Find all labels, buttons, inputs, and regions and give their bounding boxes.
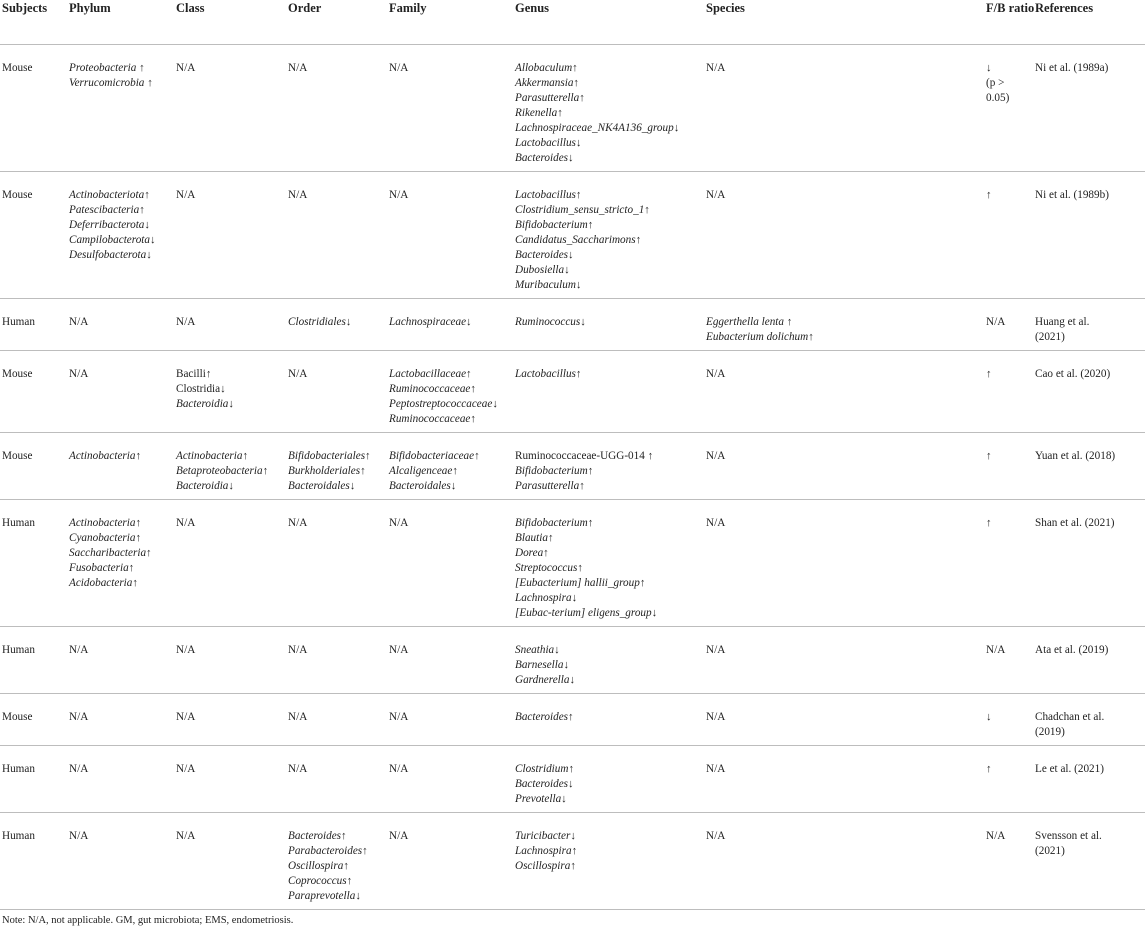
family-cell	[389, 813, 515, 910]
species-cell	[706, 172, 986, 299]
order-cell	[288, 813, 389, 910]
taxon-entry: Ruminococcaceae↑	[389, 383, 476, 395]
header-subjects: Subjects	[2, 1, 48, 15]
taxon-entry: Lactobacillus↓	[515, 137, 582, 149]
reference-cell	[1035, 299, 1145, 351]
fb-ratio-cell	[986, 746, 1035, 813]
taxon-entry: N/A	[706, 830, 726, 842]
taxon-entry: Gardnerella↓	[515, 674, 576, 686]
taxon-entry: Actinobacteria↑	[69, 450, 142, 462]
header-row	[0, 0, 1145, 45]
cell-line: (2021)	[1035, 845, 1065, 857]
class-cell	[176, 299, 288, 351]
genus-cell	[515, 351, 706, 433]
phylum-cell	[69, 351, 176, 433]
class-cell	[176, 433, 288, 500]
taxon-entry: Bacteroidales↓	[389, 480, 457, 492]
table-row	[0, 433, 1145, 500]
reference-cell	[1035, 813, 1145, 910]
family-cell	[389, 45, 515, 172]
taxon-entry: [Eubacterium] hallii_group↑	[515, 577, 646, 589]
taxon-entry: Lachnospira↓	[515, 592, 578, 604]
order-cell	[288, 627, 389, 694]
taxon-entry: Proteobacteria ↑	[69, 62, 145, 74]
taxon-entry: N/A	[176, 189, 196, 201]
taxon-entry: N/A	[288, 763, 308, 775]
cell-text: Human	[2, 763, 35, 775]
phylum-cell	[69, 433, 176, 500]
taxon-entry: Acidobacteria↑	[69, 577, 138, 589]
taxon-entry: Parabacteroides↑	[288, 845, 368, 857]
cell-line: ↓	[986, 711, 992, 723]
family-cell	[389, 746, 515, 813]
taxon-entry: Paraprevotella↓	[288, 890, 361, 902]
taxon-entry: N/A	[288, 644, 308, 656]
taxon-entry: N/A	[389, 189, 409, 201]
taxon-entry: Lachnospiraceae↓	[389, 316, 472, 328]
cell-line: ↑	[986, 368, 992, 380]
order-cell	[288, 299, 389, 351]
reference-cell	[1035, 500, 1145, 627]
header-species: Species	[706, 1, 745, 15]
reference-cell	[1035, 172, 1145, 299]
phylum-cell	[69, 500, 176, 627]
taxon-entry: Saccharibacteria↑	[69, 547, 152, 559]
taxon-entry: Desulfobacterota↓	[69, 249, 152, 261]
taxon-entry: Cyanobacteria↑	[69, 532, 142, 544]
cell-line: Ni et al. (1989b)	[1035, 189, 1109, 201]
species-cell	[706, 433, 986, 500]
family-cell	[389, 351, 515, 433]
taxon-entry: N/A	[288, 62, 308, 74]
cell-text: Human	[2, 644, 35, 656]
cell-line: Chadchan et al.	[1035, 711, 1105, 723]
taxon-entry: Blautia↑	[515, 532, 554, 544]
taxon-entry: Parasutterella↑	[515, 480, 585, 492]
cell-line: (2019)	[1035, 726, 1065, 738]
taxon-entry: Actinobacteriota↑	[69, 189, 150, 201]
family-cell	[389, 694, 515, 746]
fb-ratio-cell	[986, 500, 1035, 627]
taxon-entry: Actinobacteria↑	[176, 450, 249, 462]
phylum-cell	[69, 627, 176, 694]
species-cell	[706, 45, 986, 172]
taxon-entry: N/A	[288, 368, 308, 380]
cell-line: N/A	[986, 830, 1006, 842]
reference-cell	[1035, 433, 1145, 500]
family-cell	[389, 172, 515, 299]
order-cell	[288, 351, 389, 433]
class-cell	[176, 172, 288, 299]
taxon-entry: N/A	[706, 189, 726, 201]
phylum-cell	[69, 172, 176, 299]
taxon-entry: Verrucomicrobia ↑	[69, 77, 153, 89]
taxon-entry: N/A	[69, 644, 89, 656]
taxon-entry: Lactobacillaceae↑	[389, 368, 472, 380]
cell-line: ↑	[986, 189, 992, 201]
class-cell	[176, 627, 288, 694]
class-cell	[176, 694, 288, 746]
taxon-entry: N/A	[288, 189, 308, 201]
taxon-entry: N/A	[389, 763, 409, 775]
class-cell	[176, 500, 288, 627]
header-class: Class	[176, 1, 205, 15]
phylum-cell	[69, 45, 176, 172]
taxon-entry: N/A	[706, 711, 726, 723]
fb-ratio-cell	[986, 351, 1035, 433]
taxon-entry: N/A	[389, 830, 409, 842]
table-row	[0, 172, 1145, 299]
table-row	[0, 500, 1145, 627]
taxon-entry: N/A	[288, 517, 308, 529]
phylum-cell	[69, 813, 176, 910]
order-cell	[288, 500, 389, 627]
taxon-entry: Clostridiales↓	[288, 316, 352, 328]
taxon-entry: Coprococcus↑	[288, 875, 353, 887]
table-body	[0, 45, 1145, 910]
cell-text: Human	[2, 517, 35, 529]
taxon-entry: Peptostreptococcaceae↓	[389, 398, 498, 410]
phylum-cell	[69, 299, 176, 351]
taxon-entry: Bacteroidia↓	[176, 480, 234, 492]
taxon-entry: N/A	[389, 517, 409, 529]
class-cell	[176, 351, 288, 433]
cell-line: (2021)	[1035, 331, 1065, 343]
taxon-entry: N/A	[176, 644, 196, 656]
table-row	[0, 45, 1145, 172]
cell-line: N/A	[986, 316, 1006, 328]
taxon-entry: N/A	[389, 62, 409, 74]
species-cell	[706, 746, 986, 813]
taxon-entry: Alcaligenceae↑	[389, 465, 458, 477]
taxon-entry: Candidatus_Saccharimons↑	[515, 234, 642, 246]
taxon-entry: Sneathia↓	[515, 644, 560, 656]
taxon-entry: Lachnospira↑	[515, 845, 578, 857]
subjects-cell	[0, 694, 69, 746]
cell-text: Human	[2, 316, 35, 328]
taxon-entry: Bacteroides↓	[515, 152, 574, 164]
cell-line: Ni et al. (1989a)	[1035, 62, 1109, 74]
taxon-entry: Turicibacter↓	[515, 830, 576, 842]
taxon-entry: Barnesella↓	[515, 659, 570, 671]
taxon-entry: Dorea↑	[515, 547, 549, 559]
taxon-entry: Bacteroides↓	[515, 249, 574, 261]
family-cell	[389, 500, 515, 627]
taxon-entry: Clostridium↑	[515, 763, 575, 775]
cell-line: Cao et al. (2020)	[1035, 368, 1111, 380]
taxon-entry: Bifidobacterium↑	[515, 517, 594, 529]
taxon-entry: Allobaculum↑	[515, 62, 578, 74]
order-cell	[288, 172, 389, 299]
species-cell	[706, 694, 986, 746]
fb-ratio-cell	[986, 172, 1035, 299]
cell-text: Mouse	[2, 189, 33, 201]
genus-cell	[515, 299, 706, 351]
reference-cell	[1035, 45, 1145, 172]
cell-line: ↓	[986, 62, 992, 74]
header-order: Order	[288, 1, 322, 15]
genus-cell	[515, 433, 706, 500]
taxon-entry: N/A	[706, 62, 726, 74]
header-references: References	[1035, 1, 1094, 15]
family-cell	[389, 627, 515, 694]
table-row	[0, 299, 1145, 351]
cell-text: Mouse	[2, 450, 33, 462]
cell-line: ↑	[986, 763, 992, 775]
subjects-cell	[0, 172, 69, 299]
family-cell	[389, 299, 515, 351]
taxon-entry: Bifidobacterium↑	[515, 465, 594, 477]
taxon-entry: Bifidobacterium↑	[515, 219, 594, 231]
cell-line: Le et al. (2021)	[1035, 763, 1104, 775]
cell-line: Svensson et al.	[1035, 830, 1102, 842]
order-cell	[288, 433, 389, 500]
taxon-entry: Patescibacteria↑	[69, 204, 145, 216]
taxon-entry: N/A	[176, 763, 196, 775]
table-note: Note: N/A, not applicable. GM, gut microbiota; EMS, endometriosis.	[2, 915, 294, 926]
taxon-entry: Bacilli↑	[176, 368, 212, 380]
taxon-entry: Streptococcus↑	[515, 562, 583, 574]
taxon-entry: N/A	[69, 316, 89, 328]
taxon-entry: Clostridia↓	[176, 383, 226, 395]
header-phylum: Phylum	[69, 1, 111, 15]
cell-line: Yuan et al. (2018)	[1035, 450, 1116, 462]
fb-ratio-cell	[986, 813, 1035, 910]
subjects-cell	[0, 433, 69, 500]
table-row	[0, 351, 1145, 433]
genus-cell	[515, 45, 706, 172]
taxon-entry: N/A	[176, 517, 196, 529]
taxon-entry: Rikenella↑	[515, 107, 563, 119]
order-cell	[288, 45, 389, 172]
taxon-entry: Ruminococcaceae↑	[389, 413, 476, 425]
taxon-entry: Bifidobacteriales↑	[288, 450, 371, 462]
taxon-entry: Ruminococcaceae-UGG-014 ↑	[515, 450, 654, 462]
taxon-entry: Akkermansia↑	[515, 77, 580, 89]
taxon-entry: N/A	[288, 711, 308, 723]
cell-line: Ata et al. (2019)	[1035, 644, 1109, 656]
cell-line: ↑	[986, 517, 992, 529]
reference-cell	[1035, 627, 1145, 694]
species-cell	[706, 500, 986, 627]
taxon-entry: Muribaculum↓	[515, 279, 582, 291]
species-cell	[706, 351, 986, 433]
cell-text: Mouse	[2, 711, 33, 723]
subjects-cell	[0, 299, 69, 351]
taxon-entry: Lactobacillus↑	[515, 368, 582, 380]
taxon-entry: Bifidobacteriaceae↑	[389, 450, 480, 462]
taxon-entry: Bacteroides↑	[288, 830, 347, 842]
genus-cell	[515, 627, 706, 694]
cell-line: (p >	[986, 77, 1005, 89]
taxon-entry: Fusobacteria↑	[69, 562, 135, 574]
taxon-entry: Deferribacterota↓	[69, 219, 150, 231]
taxon-entry: Bacteroides↓	[515, 778, 574, 790]
taxon-entry: Actinobacteria↑	[69, 517, 142, 529]
species-cell	[706, 813, 986, 910]
taxon-entry: N/A	[706, 368, 726, 380]
taxon-entry: Lactobacillus↑	[515, 189, 582, 201]
reference-cell	[1035, 746, 1145, 813]
taxon-entry: N/A	[176, 711, 196, 723]
header-fb-ratio: F/B ratio	[986, 1, 1035, 15]
genus-cell	[515, 746, 706, 813]
taxon-entry: Oscillospira↑	[288, 860, 349, 872]
taxon-entry: Bacteroidales↓	[288, 480, 356, 492]
order-cell	[288, 746, 389, 813]
taxon-entry: N/A	[176, 830, 196, 842]
taxon-entry: N/A	[69, 711, 89, 723]
phylum-cell	[69, 746, 176, 813]
species-cell	[706, 627, 986, 694]
cell-text: Mouse	[2, 368, 33, 380]
subjects-cell	[0, 500, 69, 627]
taxon-entry: N/A	[69, 368, 89, 380]
taxon-entry: N/A	[706, 517, 726, 529]
cell-line: Huang et al.	[1035, 316, 1090, 328]
taxon-entry: Parasutterella↑	[515, 92, 585, 104]
taxon-entry: Lachnospiraceae_NK4A136_group↓	[515, 122, 680, 134]
fb-ratio-cell	[986, 45, 1035, 172]
fb-ratio-cell	[986, 694, 1035, 746]
order-cell	[288, 694, 389, 746]
genus-cell	[515, 813, 706, 910]
reference-cell	[1035, 694, 1145, 746]
class-cell	[176, 813, 288, 910]
fb-ratio-cell	[986, 299, 1035, 351]
subjects-cell	[0, 746, 69, 813]
taxon-entry: Dubosiella↓	[515, 264, 570, 276]
taxon-entry: Prevotella↓	[515, 793, 567, 805]
taxon-entry: N/A	[69, 830, 89, 842]
taxon-entry: N/A	[176, 316, 196, 328]
fb-ratio-cell	[986, 433, 1035, 500]
taxon-entry: Bacteroides↑	[515, 711, 574, 723]
class-cell	[176, 45, 288, 172]
taxon-entry: N/A	[389, 644, 409, 656]
taxon-entry: Oscillospira↑	[515, 860, 576, 872]
taxon-entry: N/A	[706, 763, 726, 775]
taxon-entry: N/A	[389, 711, 409, 723]
genus-cell	[515, 172, 706, 299]
table-row	[0, 627, 1145, 694]
taxon-entry: N/A	[706, 450, 726, 462]
taxon-entry: Campilobacterota↓	[69, 234, 156, 246]
taxon-entry: N/A	[69, 763, 89, 775]
taxon-entry: N/A	[706, 644, 726, 656]
taxon-entry: Burkholderiales↑	[288, 465, 366, 477]
taxon-entry: Clostridium_sensu_stricto_1↑	[515, 204, 650, 216]
taxon-entry: Eggerthella lenta ↑	[706, 316, 793, 328]
subjects-cell	[0, 351, 69, 433]
table-row	[0, 813, 1145, 910]
cell-line: N/A	[986, 644, 1006, 656]
taxon-entry: Ruminococcus↓	[515, 316, 586, 328]
genus-cell	[515, 500, 706, 627]
cell-line: Shan et al. (2021)	[1035, 517, 1115, 529]
fb-ratio-cell	[986, 627, 1035, 694]
family-cell	[389, 433, 515, 500]
header-genus: Genus	[515, 1, 550, 15]
taxon-entry: N/A	[176, 62, 196, 74]
phylum-cell	[69, 694, 176, 746]
table-row	[0, 746, 1145, 813]
subjects-cell	[0, 813, 69, 910]
cell-text: Human	[2, 830, 35, 842]
taxon-entry: Betaproteobacteria↑	[176, 465, 269, 477]
table-row	[0, 694, 1145, 746]
subjects-cell	[0, 627, 69, 694]
taxon-entry: Bacteroidia↓	[176, 398, 234, 410]
cell-line: ↑	[986, 450, 992, 462]
reference-cell	[1035, 351, 1145, 433]
header-family: Family	[389, 1, 427, 15]
taxon-entry: [Eubac-terium] eligens_group↓	[515, 607, 658, 619]
class-cell	[176, 746, 288, 813]
taxon-entry: Eubacterium dolichum↑	[706, 331, 814, 343]
genus-cell	[515, 694, 706, 746]
cell-text: Mouse	[2, 62, 33, 74]
species-cell	[706, 299, 986, 351]
subjects-cell	[0, 45, 69, 172]
cell-line: 0.05)	[986, 92, 1010, 104]
